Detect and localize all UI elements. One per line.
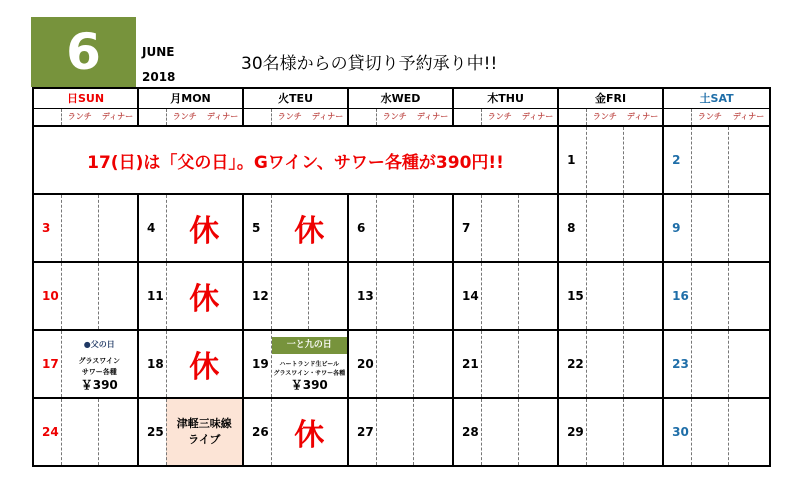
lunch-label: ランチ: [166, 108, 203, 126]
dinner-label: ディナー: [518, 108, 558, 126]
date-cell: 10: [33, 262, 61, 330]
lunch-label: ランチ: [61, 108, 98, 126]
date-cell: 16: [663, 262, 691, 330]
closed-mark: 休: [271, 194, 348, 262]
date-cell: 21: [453, 330, 481, 398]
year: 2018: [142, 70, 176, 84]
ichikuno-event: [271, 330, 348, 398]
dinner-label: ディナー: [413, 108, 453, 126]
date-cell: 20: [348, 330, 376, 398]
shamisen-live-event: [166, 398, 243, 466]
closed-mark: 休: [271, 398, 348, 466]
date-cell: 24: [33, 398, 61, 466]
closed-mark: 休: [166, 262, 243, 330]
header-wed: 水WED: [348, 88, 453, 108]
event-title: ●父の日: [83, 340, 115, 349]
date-cell: 25: [138, 398, 166, 466]
date-cell: 6: [348, 194, 376, 262]
closed-mark: 休: [166, 194, 243, 262]
event-line: ライブ: [188, 433, 221, 446]
date-cell: 15: [558, 262, 586, 330]
date-cell: 26: [243, 398, 271, 466]
dinner-label: ディナー: [203, 108, 243, 126]
date-cell: 17: [33, 330, 61, 398]
lunch-label: ランチ: [586, 108, 623, 126]
date-cell: 28: [453, 398, 481, 466]
dinner-label: ディナー: [308, 108, 348, 126]
event-line: グラスワイン: [78, 357, 121, 365]
date-cell: 7: [453, 194, 481, 262]
date-cell: 1: [558, 126, 586, 194]
date-cell: 27: [348, 398, 376, 466]
date-cell: 4: [138, 194, 166, 262]
lunch-label: ランチ: [691, 108, 728, 126]
event-line: サワー各種: [81, 368, 117, 376]
dinner-label: ディナー: [728, 108, 770, 126]
month-number: 6: [31, 17, 136, 87]
header-sat: 土SAT: [663, 88, 770, 108]
event-price: ￥390: [290, 378, 328, 392]
event-price: ￥390: [80, 378, 118, 392]
event-line: 津軽三味線: [176, 417, 232, 430]
date-cell: 5: [243, 194, 271, 262]
date-cell: 23: [663, 330, 691, 398]
date-cell: 22: [558, 330, 586, 398]
date-cell: 2: [663, 126, 691, 194]
date-cell: 14: [453, 262, 481, 330]
date-cell: 29: [558, 398, 586, 466]
date-cell: 8: [558, 194, 586, 262]
closed-mark: 休: [166, 330, 243, 398]
header-tue: 火TEU: [243, 88, 348, 108]
dinner-label: ディナー: [98, 108, 138, 126]
lunch-label: ランチ: [271, 108, 308, 126]
event-tag: 一と九の日: [272, 337, 348, 354]
header-fri: 金FRI: [558, 88, 663, 108]
header-sun: 日SUN: [33, 88, 138, 108]
date-cell: 30: [663, 398, 691, 466]
event-line: グラスワイン・サワー各種: [273, 370, 346, 377]
date-cell: 19: [243, 330, 271, 398]
fathers-day-event: [61, 330, 138, 398]
header-mon: 月MON: [138, 88, 243, 108]
date-cell: 3: [33, 194, 61, 262]
header-thu: 木THU: [453, 88, 558, 108]
month-name: JUNE: [142, 45, 175, 59]
banner: 30名様からの貸切り予約承り中!!: [241, 54, 498, 74]
fathers-day-notice: 17(日)は「父の日」。Gワイン、サワー各種が390円!!: [33, 126, 558, 194]
event-line: ハートランド生ビール: [279, 361, 340, 368]
dinner-label: ディナー: [623, 108, 663, 126]
date-cell: 12: [243, 262, 271, 330]
date-cell: 9: [663, 194, 691, 262]
date-cell: 13: [348, 262, 376, 330]
lunch-label: ランチ: [481, 108, 518, 126]
lunch-label: ランチ: [376, 108, 413, 126]
calendar: [32, 87, 771, 467]
date-cell: 11: [138, 262, 166, 330]
date-cell: 18: [138, 330, 166, 398]
